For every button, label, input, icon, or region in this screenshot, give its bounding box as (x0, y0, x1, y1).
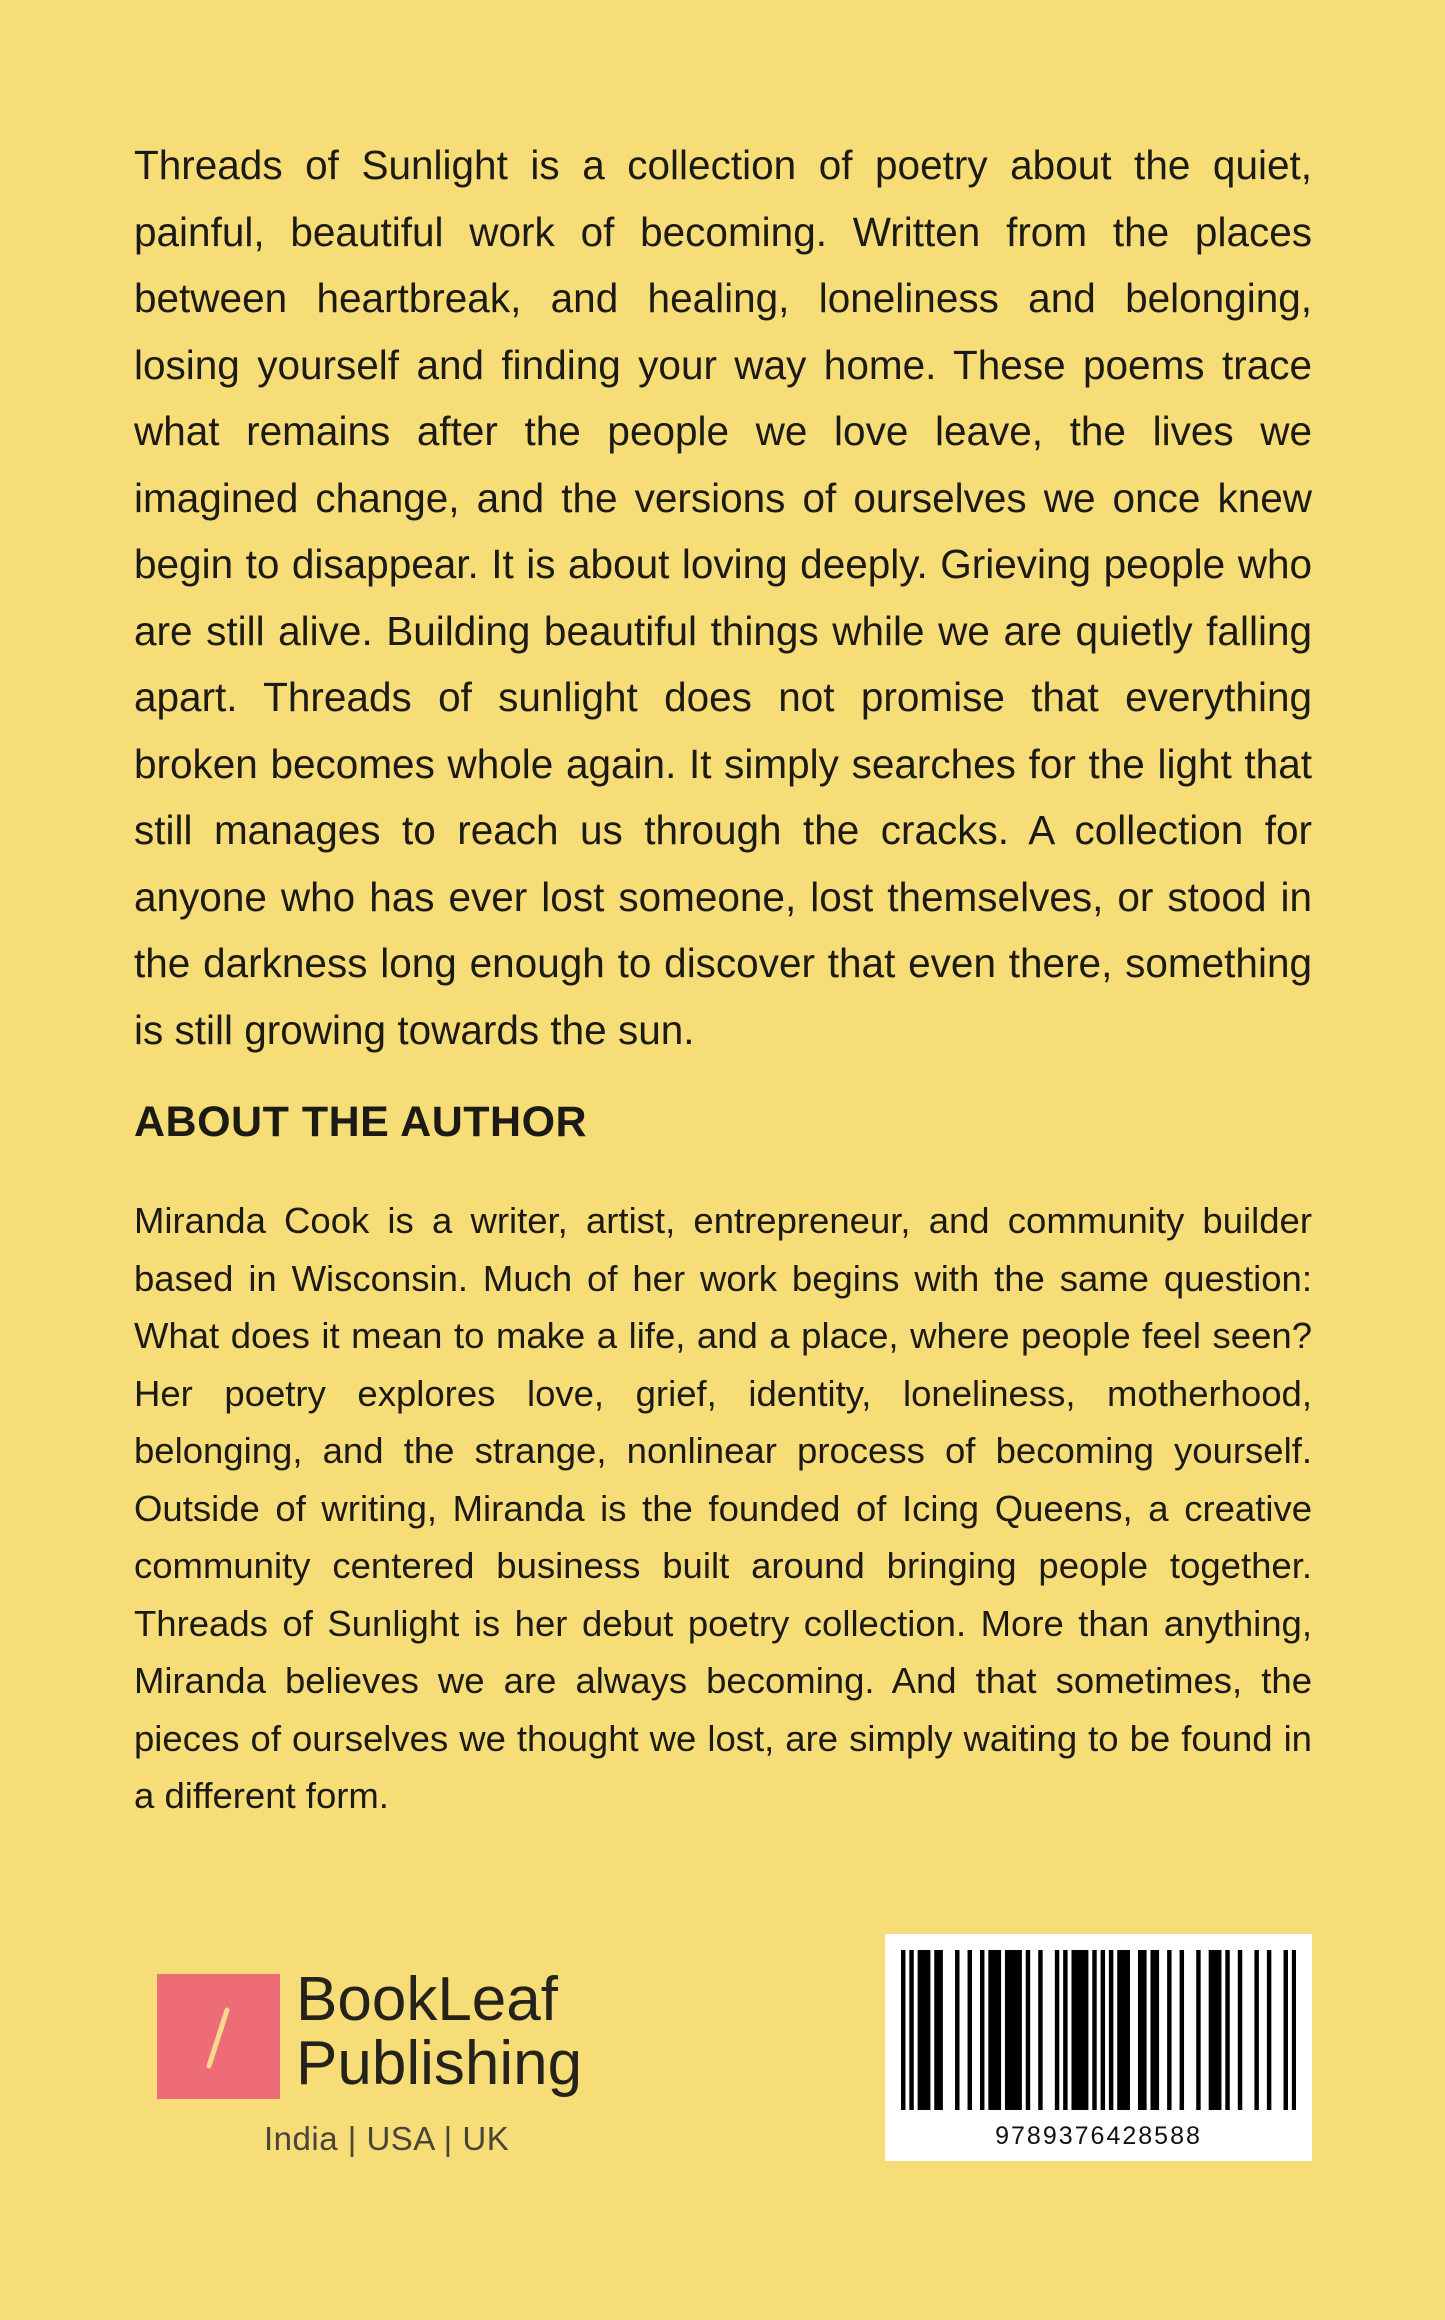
barcode-bar (1013, 1950, 1017, 2110)
barcode-bar (997, 1950, 1001, 2110)
barcode-bar (901, 1950, 905, 2110)
book-blurb: Threads of Sunlight is a collection of poetry about the quiet, painful, beautiful work of becoming. Written from the places between heartbreak, and healing, loneliness and belonging, losing yourself and finding your way home. These poems trace what remains after the people we love leave, the lives we imagined change, and the versions of ourselves we once knew begin to disappear. It is about loving deeply. Grieving people who are still alive. Building beautiful things while we are quietly falling apart. Threads of sunlight does not promise that everything broken becomes whole again. It simply searches for the light that still manages to reach us through the cracks. A collection for anyone who has ever lost someone, lost themselves, or stood in the darkness long enough to discover that even there, something is still growing towards the sun. (134, 142, 1312, 1053)
barcode-bar (988, 1950, 992, 2110)
barcode-bar (1292, 1950, 1296, 2110)
barcode-bar (1121, 1950, 1125, 2110)
barcode-bar (1196, 1950, 1200, 2110)
barcode-bar (992, 1950, 996, 2110)
barcode-bar (1209, 1950, 1213, 2110)
barcode-bar (1267, 1950, 1271, 2110)
barcode-bar (1092, 1950, 1096, 2110)
publisher-name-line2: Publishing (296, 2029, 583, 2098)
barcode-bar (1084, 1950, 1088, 2110)
barcode-bar (1101, 1950, 1105, 2110)
publisher-name-line1: BookLeaf (296, 1965, 558, 2034)
author-bio: Miranda Cook is a writer, artist, entrepreneur, and community builder based in Wisconsin. Much of her work begins with the same question: What does it mean to make a life, and a place, where people feel seen? Her poetry explores love, grief, identity, loneliness, motherhood, belonging, and the strange, nonlinear process of becoming yourself. Outside of writing, Miranda is the founded of Icing Queens, a creative community centered business built around bringing people together. Threads of Sunlight is her debut poetry collection. More than anything, Miranda believes we are always becoming. And that sometimes, the pieces of ourselves we thought we lost, are simply waiting to be found in a different form. (134, 1200, 1312, 1816)
publisher-logo (157, 1965, 617, 2168)
barcode-bar (1009, 1950, 1013, 2110)
barcode-bar (968, 1950, 972, 2110)
barcode-bar (1026, 1950, 1030, 2110)
barcode-bar (1080, 1950, 1084, 2110)
barcode-bars (901, 1950, 1296, 2110)
barcode-bar (955, 1950, 959, 2110)
barcode-bar (1254, 1950, 1258, 2110)
barcode-bar (1076, 1950, 1080, 2110)
barcode-bar (1150, 1950, 1154, 2110)
barcode-bar (1142, 1950, 1146, 2110)
barcode-bar (980, 1950, 984, 2110)
barcode-bar (938, 1950, 942, 2110)
barcode-bar (1117, 1950, 1121, 2110)
barcode-bar (1167, 1950, 1171, 2110)
barcode-bar (922, 1950, 926, 2110)
slash-icon (157, 1974, 280, 2099)
barcode-bar (1217, 1950, 1221, 2110)
barcode-bar (926, 1950, 930, 2110)
barcode-bar (1005, 1950, 1009, 2110)
isbn-barcode (885, 1934, 1312, 2161)
publisher-logo-mark (157, 1974, 280, 2099)
barcode-bar (1155, 1950, 1159, 2110)
barcode-bar (1063, 1950, 1067, 2110)
barcode-bar (1126, 1950, 1130, 2110)
isbn-number: 9789376428588 (995, 2122, 1202, 2150)
barcode-bar (1225, 1950, 1229, 2110)
barcode-bar (1138, 1950, 1142, 2110)
publisher-name (296, 1965, 583, 2098)
barcode-bar (918, 1950, 922, 2110)
barcode-bar (1238, 1950, 1242, 2110)
barcode-bar (1071, 1950, 1075, 2110)
barcode-bar (1109, 1950, 1113, 2110)
barcode-bar (1180, 1950, 1184, 2110)
barcode-bar (934, 1950, 938, 2110)
barcode-bar (1213, 1950, 1217, 2110)
barcode-bar (1017, 1950, 1021, 2110)
about-author-heading: ABOUT THE AUTHOR (134, 1098, 588, 1146)
publisher-locations: India | USA | UK (264, 2120, 510, 2157)
barcode-bar (1284, 1950, 1288, 2110)
barcode-bar (1038, 1950, 1042, 2110)
barcode-bar (909, 1950, 913, 2110)
barcode-bar (1055, 1950, 1059, 2110)
